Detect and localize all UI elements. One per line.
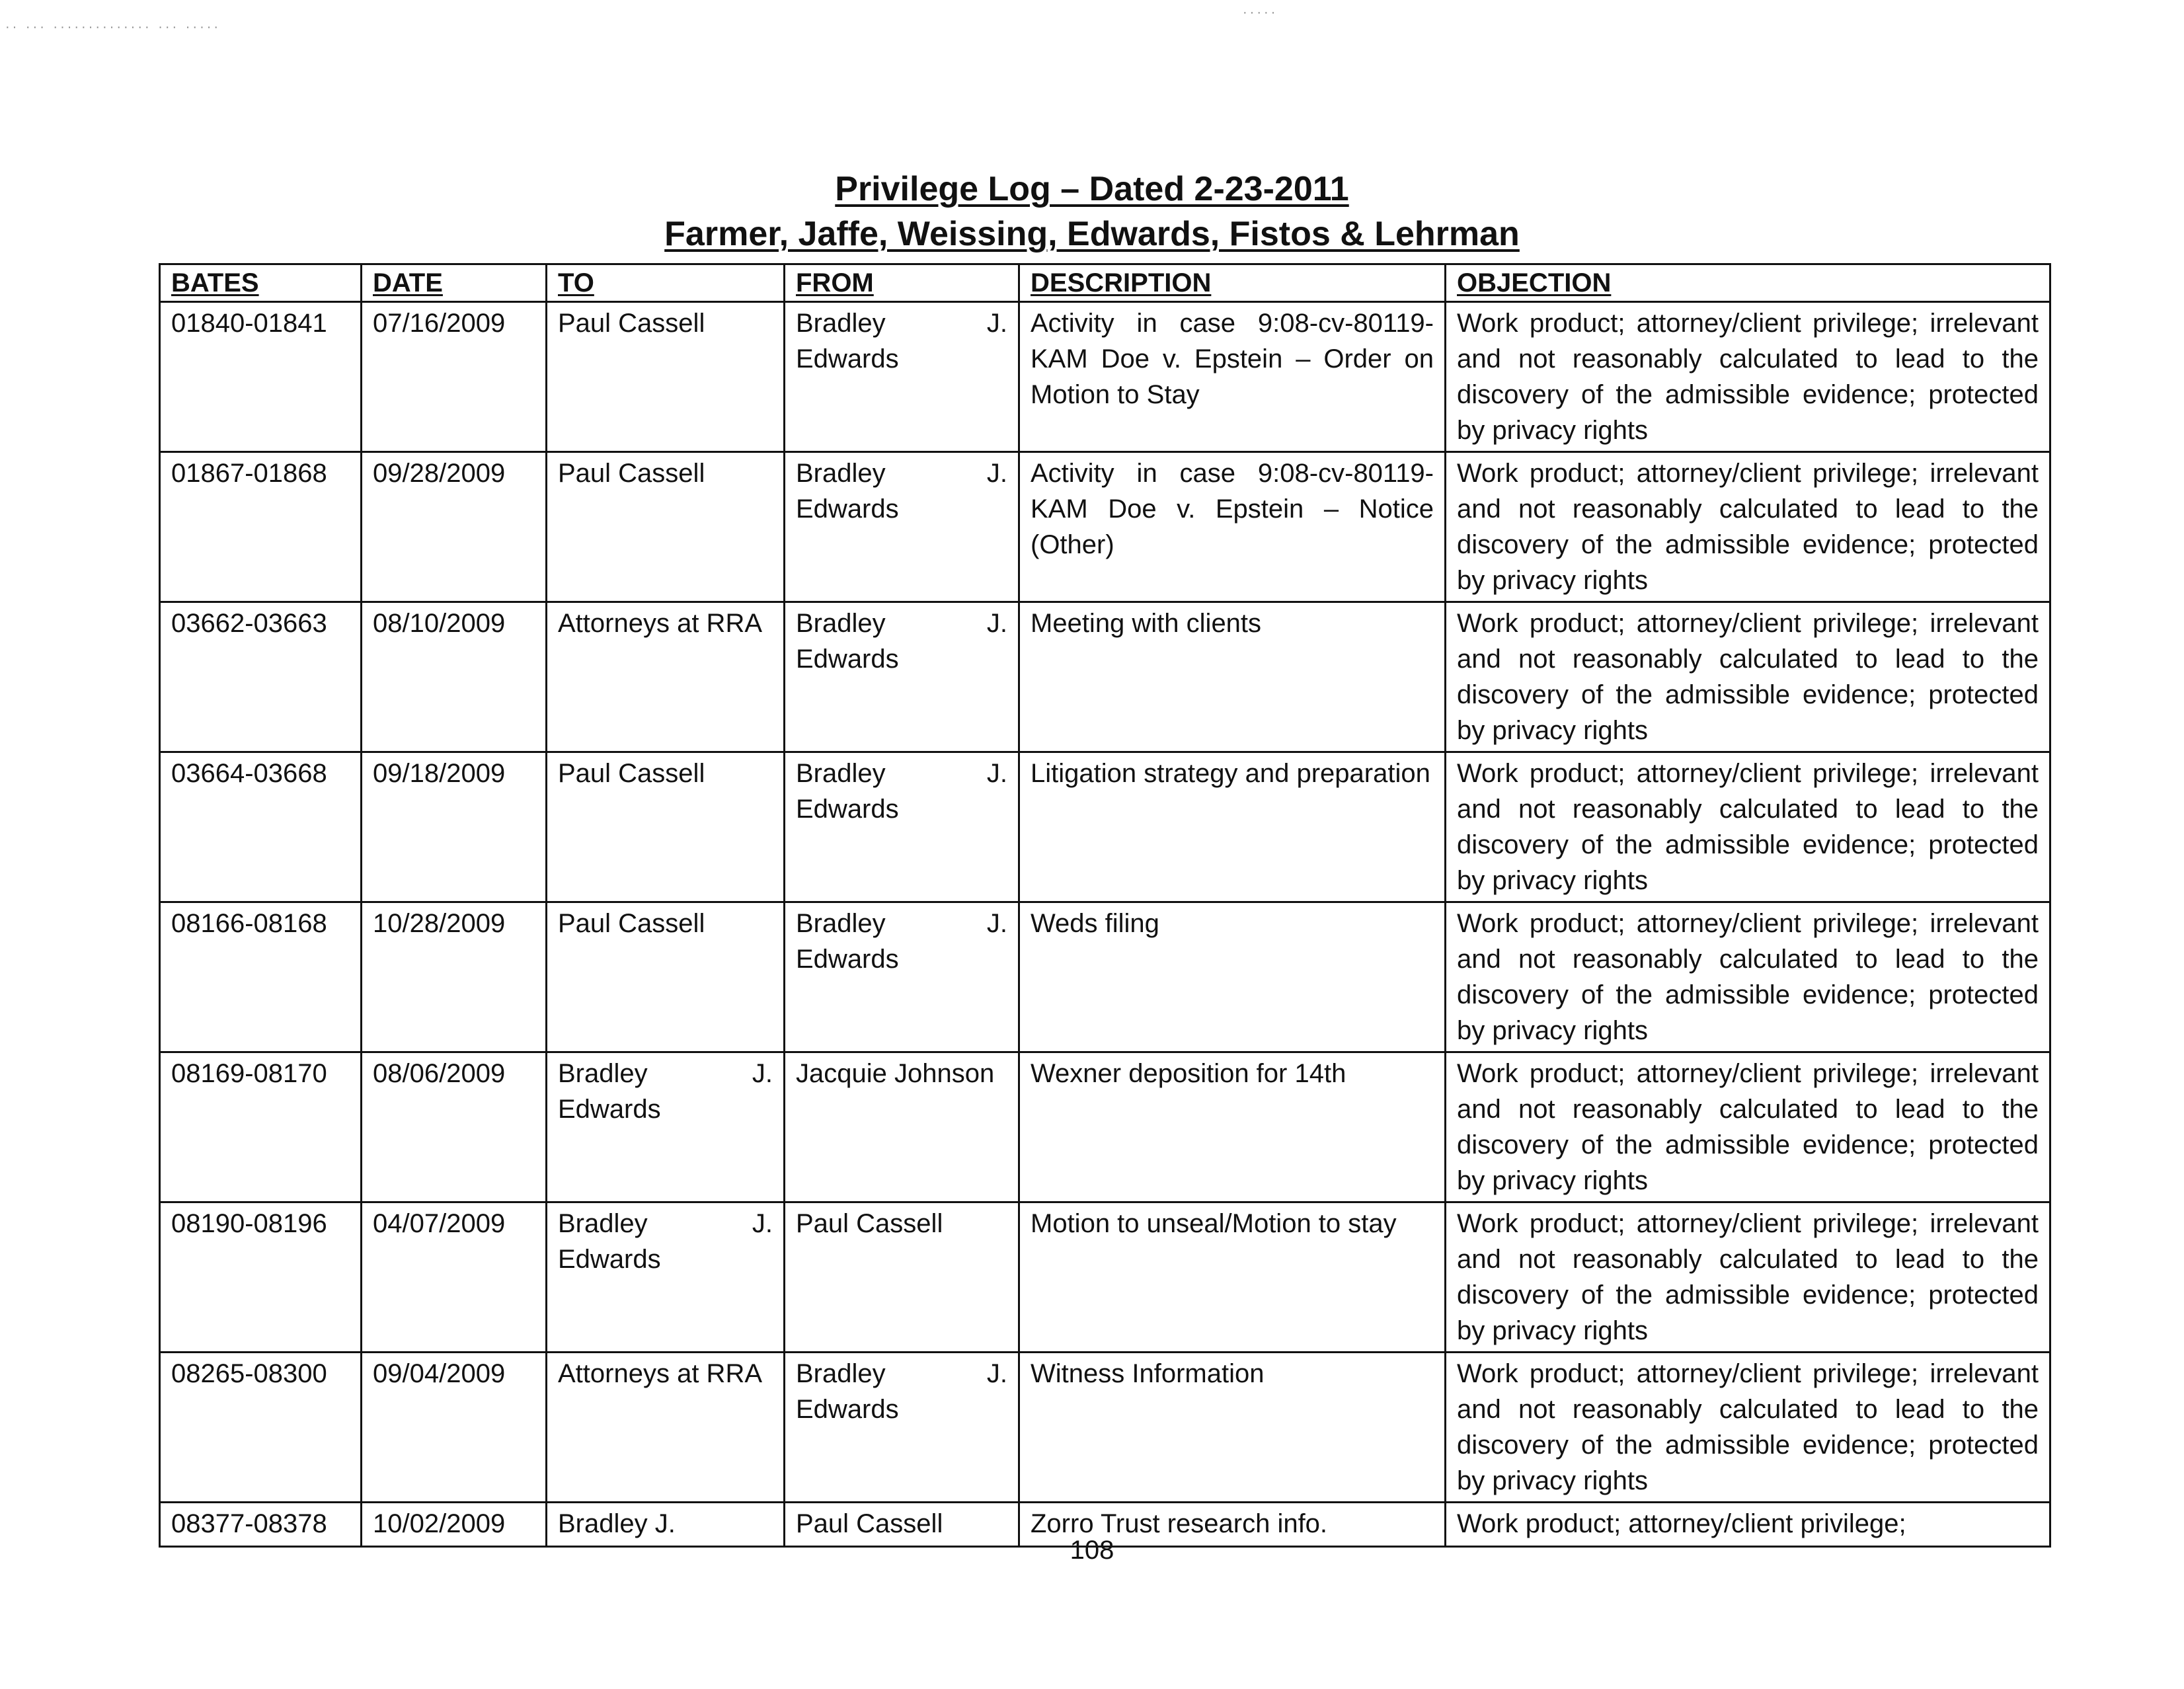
cell-date: 08/10/2009 xyxy=(362,602,547,752)
table-row xyxy=(160,1353,2050,1503)
cell-objection: Work product; attorney/client privilege; irrelevant and not reasonably calculated to lead to the discovery of the admissible evidence; protected by privacy rights xyxy=(1446,1202,2050,1353)
cell-description: Witness Information xyxy=(1019,1353,1446,1503)
cell-to: Paul Cassell xyxy=(547,752,785,902)
cell-from: Paul Cassell xyxy=(785,1503,1019,1547)
header-to: TO xyxy=(547,264,785,302)
header-description: DESCRIPTION xyxy=(1019,264,1446,302)
cell-from: Bradley J. Edwards xyxy=(785,902,1019,1052)
cell-to: Paul Cassell xyxy=(547,452,785,602)
title-privilege-log: Privilege Log – Dated 2-23-2011 xyxy=(835,170,1349,208)
cell-date: 09/28/2009 xyxy=(362,452,547,602)
cell-description: Motion to unseal/Motion to stay xyxy=(1019,1202,1446,1353)
header-objection: OBJECTION xyxy=(1446,264,2050,302)
cell-bates: 01867-01868 xyxy=(160,452,362,602)
cell-date: 04/07/2009 xyxy=(362,1202,547,1353)
cell-to: Paul Cassell xyxy=(547,902,785,1052)
cell-bates: 08166-08168 xyxy=(160,902,362,1052)
cell-to: Bradley J. xyxy=(547,1503,785,1547)
cell-bates: 08265-08300 xyxy=(160,1353,362,1503)
cell-objection: Work product; attorney/client privilege; irrelevant and not reasonably calculated to lead to the discovery of the admissible evidence; protected by privacy rights xyxy=(1446,902,2050,1052)
cell-date: 07/16/2009 xyxy=(362,302,547,452)
cell-date: 10/02/2009 xyxy=(362,1503,547,1547)
cell-from: Bradley J. Edwards xyxy=(785,602,1019,752)
cell-description: Activity in case 9:08-cv-80119-KAM Doe v. Epstein – Notice (Other) xyxy=(1019,452,1446,602)
cell-bates: 01840-01841 xyxy=(160,302,362,452)
cell-date: 08/06/2009 xyxy=(362,1052,547,1202)
table-row xyxy=(160,302,2050,452)
cell-to: Attorneys at RRA xyxy=(547,602,785,752)
cell-to: Attorneys at RRA xyxy=(547,1353,785,1503)
table-row xyxy=(160,1052,2050,1202)
cell-from: Bradley J. Edwards xyxy=(785,1353,1019,1503)
cell-bates: 08377-08378 xyxy=(160,1503,362,1547)
cell-description: Activity in case 9:08-cv-80119-KAM Doe v. Epstein – Order on Motion to Stay xyxy=(1019,302,1446,452)
cell-bates: 03664-03668 xyxy=(160,752,362,902)
cell-objection: Work product; attorney/client privilege; irrelevant and not reasonably calculated to lead to the discovery of the admissible evidence; protected by privacy rights xyxy=(1446,302,2050,452)
cell-from: Jacquie Johnson xyxy=(785,1052,1019,1202)
cell-objection: Work product; attorney/client privilege; xyxy=(1446,1503,2050,1547)
table-header-row xyxy=(160,264,2050,302)
cell-objection: Work product; attorney/client privilege; irrelevant and not reasonably calculated to lead to the discovery of the admissible evidence; protected by privacy rights xyxy=(1446,602,2050,752)
cell-description: Wexner deposition for 14th xyxy=(1019,1052,1446,1202)
cell-objection: Work product; attorney/client privilege; irrelevant and not reasonably calculated to lead to the discovery of the admissible evidence; protected by privacy rights xyxy=(1446,1052,2050,1202)
cell-to: Paul Cassell xyxy=(547,302,785,452)
table-row xyxy=(160,452,2050,602)
privilege-log-table xyxy=(159,263,2051,1548)
cell-from: Paul Cassell xyxy=(785,1202,1019,1353)
scan-artifact: ·· ··· ·············· ··· ····· xyxy=(5,20,221,34)
table-row xyxy=(160,752,2050,902)
cell-from: Bradley J. Edwards xyxy=(785,752,1019,902)
cell-description: Zorro Trust research info. xyxy=(1019,1503,1446,1547)
cell-date: 09/04/2009 xyxy=(362,1353,547,1503)
title-firm-names: Farmer, Jaffe, Weissing, Edwards, Fistos & Lehrman xyxy=(664,215,1520,253)
header-date: DATE xyxy=(362,264,547,302)
cell-from: Bradley J. Edwards xyxy=(785,452,1019,602)
cell-bates: 08190-08196 xyxy=(160,1202,362,1353)
table-row xyxy=(160,1202,2050,1353)
cell-bates: 08169-08170 xyxy=(160,1052,362,1202)
table-row xyxy=(160,602,2050,752)
scan-artifact: ····· xyxy=(1243,5,1278,20)
cell-objection: Work product; attorney/client privilege; irrelevant and not reasonably calculated to lead to the discovery of the admissible evidence; protected by privacy rights xyxy=(1446,752,2050,902)
table-row xyxy=(160,902,2050,1052)
cell-to: Bradley J. Edwards xyxy=(547,1202,785,1353)
cell-bates: 03662-03663 xyxy=(160,602,362,752)
cell-description: Litigation strategy and preparation xyxy=(1019,752,1446,902)
cell-objection: Work product; attorney/client privilege; irrelevant and not reasonably calculated to lead to the discovery of the admissible evidence; protected by privacy rights xyxy=(1446,1353,2050,1503)
header-from: FROM xyxy=(785,264,1019,302)
cell-objection: Work product; attorney/client privilege; irrelevant and not reasonably calculated to lead to the discovery of the admissible evidence; protected by privacy rights xyxy=(1446,452,2050,602)
header-bates: BATES xyxy=(160,264,362,302)
page-number: 108 xyxy=(1070,1536,1114,1565)
cell-description: Weds filing xyxy=(1019,902,1446,1052)
cell-description: Meeting with clients xyxy=(1019,602,1446,752)
document-title xyxy=(0,167,2184,256)
cell-date: 10/28/2009 xyxy=(362,902,547,1052)
cell-date: 09/18/2009 xyxy=(362,752,547,902)
cell-to: Bradley J. Edwards xyxy=(547,1052,785,1202)
cell-from: Bradley J. Edwards xyxy=(785,302,1019,452)
